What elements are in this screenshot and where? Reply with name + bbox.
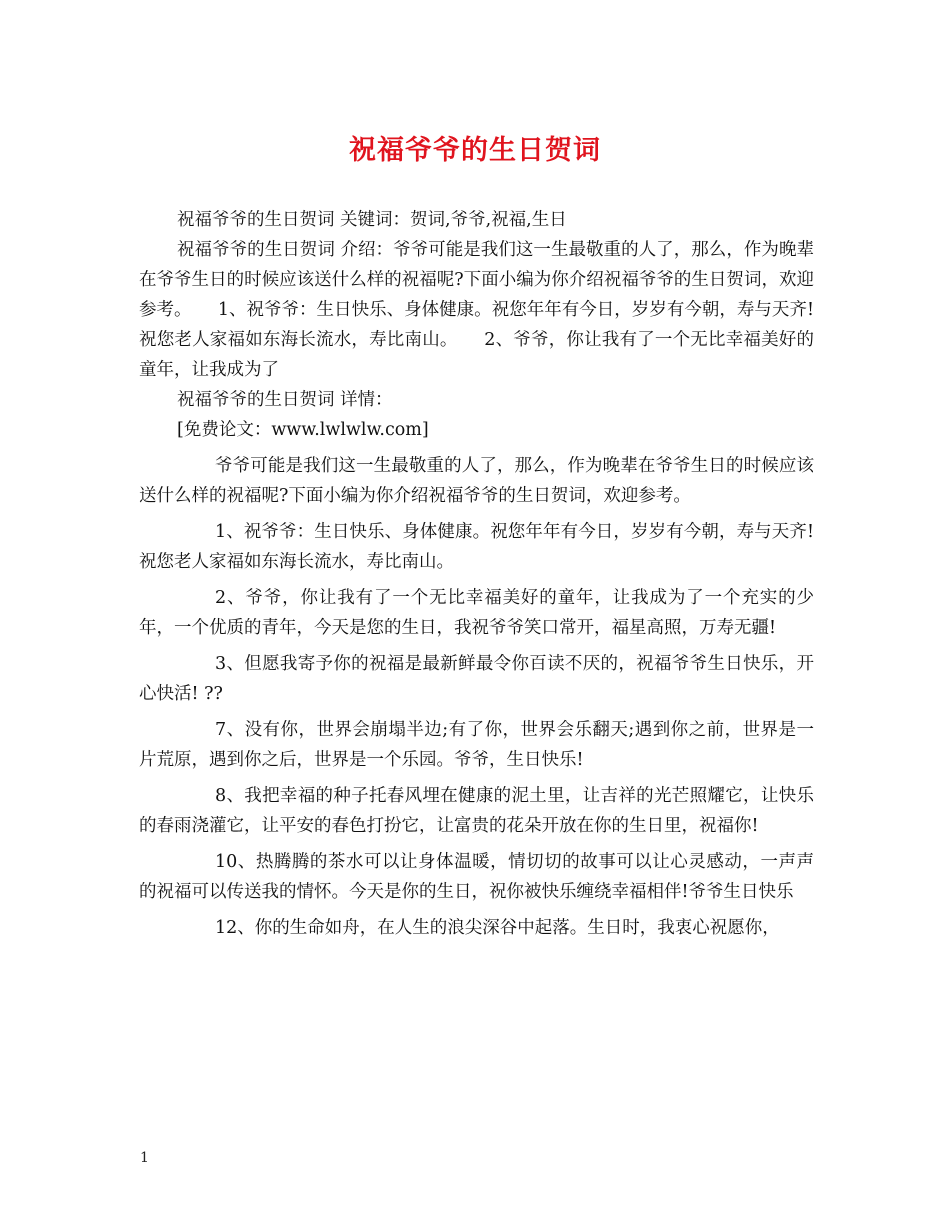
- body-paragraph: 爷爷可能是我们这一生最敬重的人了，那么，作为晚辈在爷爷生日的时候应该送什么样的祝福呢?下面小编为你介绍祝福爷爷的生日贺词，欢迎参考。: [139, 456, 814, 506]
- body-paragraph: 8、我把幸福的种子托春风埋在健康的泥土里，让吉祥的光芒照耀它，让快乐的春雨浇灌它，让平安的春色打扮它，让富贵的花朵开放在你的生日里，祝福你!: [139, 786, 814, 836]
- keywords-line: 祝福爷爷的生日贺词 关键词：贺词,爷爷,祝福,生日: [177, 210, 567, 230]
- intro-paragraph: 祝福爷爷的生日贺词 介绍：爷爷可能是我们这一生最敬重的人了，那么，作为晚辈在爷爷生日的时候应该送什么样的祝福呢?下面小编为你介绍祝福爷爷的生日贺词，欢迎参考。 1、祝爷爷：生日快乐、身体健康。祝您年年有今日，岁岁有今朝，寿与天齐!祝您老人家福如东海长流水，寿比南山。 2、爷爷，你让我有了一个无比幸福美好的童年，让我成为了: [139, 240, 814, 380]
- source-link[interactable]: [免费论文：www.lwlwlw.com]: [177, 420, 429, 440]
- body-paragraph: 12、你的生命如舟，在人生的浪尖深谷中起落。生日时，我衷心祝愿你，: [215, 918, 780, 938]
- body-paragraph: 1、祝爷爷：生日快乐、身体健康。祝您年年有今日，岁岁有今朝，寿与天齐!祝您老人家福如东海长流水，寿比南山。: [139, 522, 814, 572]
- body-paragraph: 7、没有你，世界会崩塌半边;有了你，世界会乐翻天;遇到你之前，世界是一片荒原，遇到你之后，世界是一个乐园。爷爷，生日快乐!: [139, 720, 814, 770]
- body-paragraph: 2、爷爷，你让我有了一个无比幸福美好的童年，让我成为了一个充实的少年，一个优质的青年，今天是您的生日，我祝爷爷笑口常开，福星高照，万寿无疆!: [139, 588, 814, 638]
- body-paragraph: 3、但愿我寄予你的祝福是最新鲜最令你百读不厌的，祝福爷爷生日快乐，开心快活! ??: [139, 654, 814, 704]
- document-title: 祝福爷爷的生日贺词: [349, 135, 601, 166]
- details-label: 祝福爷爷的生日贺词 详情：: [177, 390, 393, 410]
- document-body: [139, 205, 814, 943]
- body-paragraph: 10、热腾腾的茶水可以让身体温暖，情切切的故事可以让心灵感动，一声声的祝福可以传送我的情怀。今天是你的生日，祝你被快乐缠绕幸福相伴!爷爷生日快乐: [139, 852, 814, 902]
- page-number: 1: [140, 1150, 149, 1166]
